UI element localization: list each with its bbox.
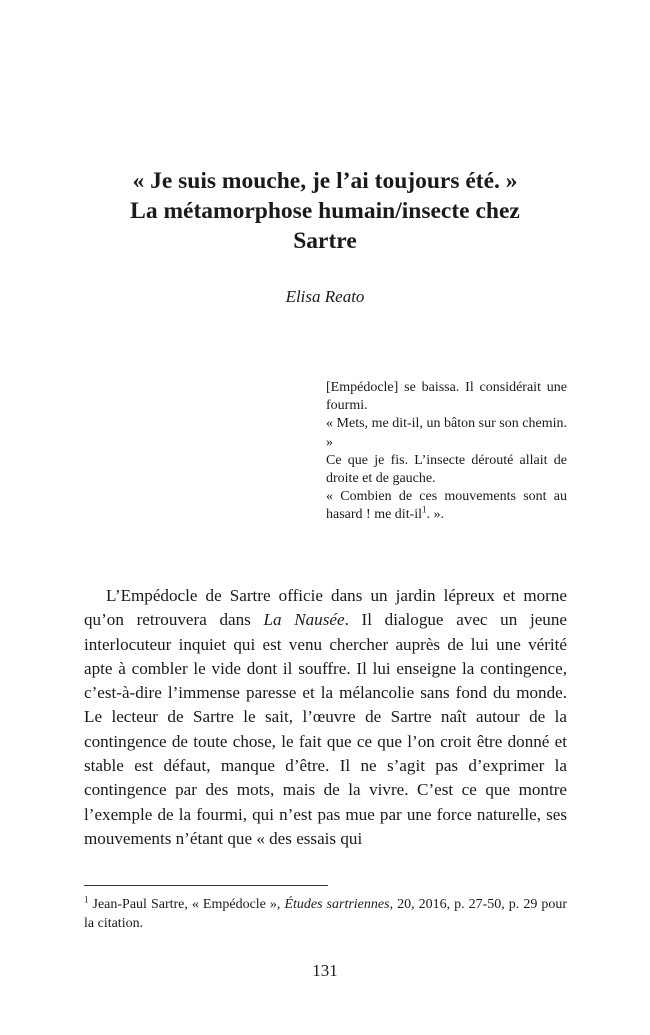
body-text-part: . Il dialogue avec un jeune interlocuteur inquiet qui est venu chercher auprès de lui une vérité apte à combler le vide dont il souffre. Il lui enseigne la contingence, c’est-à-dire l’immense paresse et la mélancolie sans fond du monde. Le lecteur de Sartre le sait, l’œuvre de Sartre naît autour de la contingence de toute chose, le fait que ce que l’on croit être donné et stable est défaut, manque d’être. Il ne s’agit pas d’exprimer la contingence par des mots, mais de la vivre. C’est ce que montre l’exemple de la fourmi, qui n’est pas mue par une force naturelle, ses mouvements n’étant que « des essais qui (84, 610, 567, 848)
epigraph-paragraph: [Empédocle] se baissa. Il considérait une fourmi. (326, 380, 567, 414)
page-number: 131 (312, 961, 338, 980)
body-paragraph (84, 584, 567, 851)
title-line-3: Sartre (293, 228, 357, 254)
footnote (84, 895, 567, 933)
epigraph-text: « Combien de ces mouvements sont au hasard ! me dit-il (326, 489, 567, 523)
epigraph-paragraph: « Mets, me dit-il, un bâton sur son chemin. » (326, 416, 567, 450)
epigraph-text-end: . ». (426, 507, 445, 523)
epigraph-paragraph (326, 488, 567, 524)
article-title (60, 166, 590, 256)
epigraph-paragraph: Ce que je fis. L’insecte dérouté allait de droite et de gauche. (326, 452, 567, 487)
footnote-number: 1 (84, 894, 89, 905)
footnote-source-italic: Études sartriennes (284, 897, 390, 912)
footnote-text: , 20, 2016, p. 27-50, p. 29 pour la citation. (84, 897, 568, 931)
footnote-text: Jean-Paul Sartre, « Empédocle », (88, 897, 285, 912)
title-line-1: « Je suis mouche, je l’ai toujours été. » (132, 168, 518, 194)
body-text-part: L’Empédocle de Sartre officie dans un jardin lépreux et morne qu’on retrouvera dans (84, 586, 567, 630)
author-name: Elisa Reato (285, 287, 365, 306)
epigraph-quote (326, 379, 567, 525)
footnote-separator (84, 885, 328, 886)
book-title-italic: La Nausée (263, 610, 345, 630)
title-line-2: La métamorphose humain/insecte chez (130, 198, 520, 224)
footnote-marker[interactable]: 1 (422, 504, 427, 515)
